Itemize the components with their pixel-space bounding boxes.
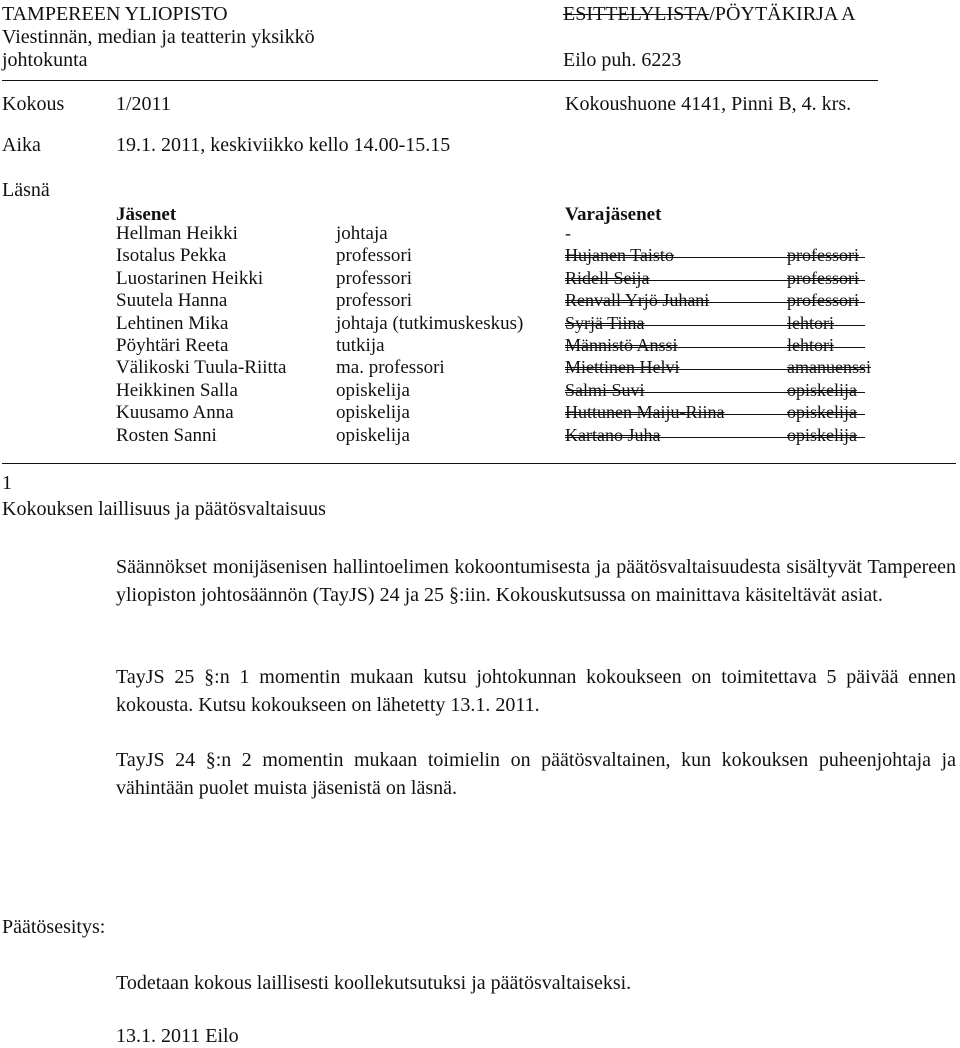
aika-value: 19.1. 2011, keskiviikko kello 14.00-15.15 <box>116 134 451 156</box>
section-paragraph-3: TayJS 24 §:n 2 momentin mukaan toimielin on päätösvaltainen, kun kokouksen puheenjohtaja ja vähintään puolet muista jäsenistä on läsnä. <box>116 749 956 799</box>
document-type <box>563 4 856 24</box>
member-role: professori <box>336 290 412 311</box>
governing-body: johtokunta <box>2 49 88 71</box>
deputy-name: Hujanen Taisto <box>565 245 674 265</box>
deputy-strike-line <box>565 302 865 303</box>
document-type-rest: /PÖYTÄKIRJA A <box>709 3 856 25</box>
deputy-name: Salmi Suvi <box>565 380 645 400</box>
deputy-name: Miettinen Helvi <box>565 357 680 377</box>
deputy-role: amanuenssi <box>787 357 871 377</box>
section-paragraph-1: Säännökset monijäsenisen hallintoelimen kokoontumisesta ja päätösvaltaisuudesta sisältyvät Tampereen yliopiston johtosäännön (TayJS) 24 ja 25 §:iin. Kokouskutsussa on mainittava käsiteltävät asiat. <box>116 556 956 606</box>
member-role: opiskelija <box>336 380 410 401</box>
member-name: Lehtinen Mika <box>116 313 229 334</box>
meeting-room: Kokoushuone 4141, Pinni B, 4. krs. <box>565 93 852 115</box>
deputy-name: Männistö Anssi <box>565 335 678 355</box>
deputy-name: Ridell Seija <box>565 268 650 288</box>
member-role: opiskelija <box>336 425 410 446</box>
member-name: Kuusamo Anna <box>116 402 234 423</box>
deputy-role: professori <box>787 245 859 265</box>
member-name: Luostarinen Heikki <box>116 268 264 289</box>
deputy-strike-line <box>565 414 865 415</box>
deputy-role: lehtori <box>787 335 834 355</box>
lasna-label: Läsnä <box>2 179 50 201</box>
deputy-strike-line <box>565 280 865 281</box>
deputy-strike-line <box>565 392 865 393</box>
deputy-name: Renvall Yrjö Juhani <box>565 290 710 310</box>
section-number: 1 <box>2 472 12 494</box>
member-name: Rosten Sanni <box>116 425 217 446</box>
header-divider <box>2 80 878 81</box>
member-name: Isotalus Pekka <box>116 245 227 266</box>
deputy-role: professori <box>787 268 859 288</box>
proposal-signature: 13.1. 2011 Eilo <box>116 1025 239 1047</box>
member-role: professori <box>336 268 412 289</box>
deputies-header: Varajäsenet <box>565 204 662 225</box>
kokous-label: Kokous <box>2 93 65 115</box>
member-role: johtaja (tutkimuskeskus) <box>336 313 524 334</box>
deputy-strike-line <box>565 325 865 326</box>
proposal-text: Todetaan kokous laillisesti koollekutsutuksi ja päätösvaltaiseksi. <box>116 972 632 994</box>
member-role: professori <box>336 245 412 266</box>
university-name: TAMPEREEN YLIOPISTO <box>2 3 228 25</box>
deputy-name: Huttunen Maiju-Riina <box>565 402 725 422</box>
member-role: ma. professori <box>336 357 445 378</box>
deputy-name: Syrjä Tiina <box>565 313 645 333</box>
aika-label: Aika <box>2 134 41 156</box>
deputy-role: opiskelija <box>787 380 857 400</box>
deputy-role: opiskelija <box>787 402 857 422</box>
deputy-name: Kartano Juha <box>565 425 661 445</box>
deputy-strike-line <box>565 437 865 438</box>
member-role: johtaja <box>336 223 388 244</box>
member-name: Pöyhtäri Reeta <box>116 335 229 356</box>
section-title: Kokouksen laillisuus ja päätösvaltaisuus <box>2 498 326 520</box>
member-name: Hellman Heikki <box>116 223 238 244</box>
member-role: opiskelija <box>336 402 410 423</box>
member-name: Välikoski Tuula-Riitta <box>116 357 287 378</box>
member-role: tutkija <box>336 335 385 356</box>
deputy-role: opiskelija <box>787 425 857 445</box>
section-paragraph-2: TayJS 25 §:n 1 momentin mukaan kutsu johtokunnan kokoukseen on toimitettava 5 päivää ennen kokousta. Kutsu kokoukseen on lähetetty 13.1. 2011. <box>116 666 956 716</box>
document-type-struck: ESITTELYLISTA <box>563 3 710 25</box>
deputy-strike-line <box>565 347 865 348</box>
member-name: Heikkinen Salla <box>116 380 238 401</box>
deputy-strike-line <box>565 257 865 258</box>
member-name: Suutela Hanna <box>116 290 228 311</box>
deputy-role: lehtori <box>787 313 834 333</box>
kokous-value: 1/2011 <box>116 93 171 115</box>
department-name: Viestinnän, median ja teatterin yksikkö <box>2 26 315 48</box>
deputy-role: professori <box>787 290 859 310</box>
proposal-label: Päätösesitys: <box>2 916 106 938</box>
deputy-strike-line <box>565 369 865 370</box>
deputy-name: - <box>565 223 571 243</box>
contact-info: Eilo puh. 6223 <box>563 49 682 71</box>
members-header: Jäsenet <box>116 204 177 225</box>
section-divider <box>2 463 956 464</box>
